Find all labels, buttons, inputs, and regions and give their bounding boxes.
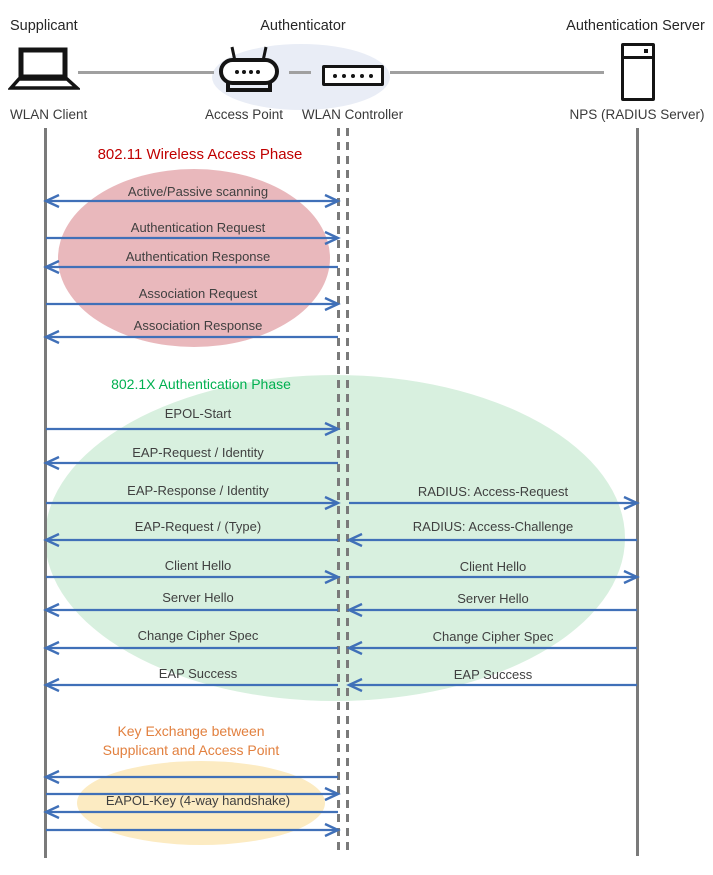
role-supplicant: Supplicant bbox=[10, 18, 78, 34]
device-access-point: Access Point bbox=[204, 107, 284, 122]
phase-title-key-exchange-line2: Supplicant and Access Point bbox=[102, 742, 280, 758]
controller-led bbox=[333, 74, 337, 78]
phase-title-key-exchange-line1: Key Exchange between bbox=[117, 723, 265, 739]
lifeline-wlan-client bbox=[44, 128, 47, 858]
msg-authentication-response: Authentication Response bbox=[125, 249, 271, 264]
msg-eap-success-right: EAP Success bbox=[453, 667, 533, 682]
wireless-router-icon bbox=[216, 44, 282, 96]
server-icon bbox=[621, 43, 655, 101]
msg-change-cipher-spec-right: Change Cipher Spec bbox=[432, 629, 554, 644]
phase-title-8021x: 802.1X Authentication Phase bbox=[111, 376, 291, 392]
msg-authentication-request: Authentication Request bbox=[130, 220, 266, 235]
device-wlan-client: WLAN Client bbox=[10, 107, 88, 122]
controller-led bbox=[360, 74, 364, 78]
msg-radius-access-request: RADIUS: Access-Request bbox=[417, 484, 569, 499]
role-authenticator: Authenticator bbox=[260, 18, 346, 34]
controller-led bbox=[369, 74, 373, 78]
msg-eap-request-type: EAP-Request / (Type) bbox=[134, 519, 262, 534]
laptop-icon bbox=[8, 47, 80, 93]
phase-8021x-ellipse bbox=[45, 375, 625, 701]
msg-change-cipher-spec-left: Change Cipher Spec bbox=[137, 628, 259, 643]
msg-eapol-key-handshake: EAPOL-Key (4-way handshake) bbox=[105, 793, 291, 808]
phase-title-80211: 802.11 Wireless Access Phase bbox=[97, 146, 303, 163]
msg-association-response: Association Response bbox=[133, 318, 263, 333]
connector-line bbox=[289, 71, 311, 74]
controller-led bbox=[342, 74, 346, 78]
msg-server-hello-left: Server Hello bbox=[162, 590, 234, 605]
phase-title-key-exchange bbox=[66, 722, 316, 760]
connector-line bbox=[390, 71, 604, 74]
role-auth-server: Authentication Server bbox=[566, 18, 705, 34]
msg-client-hello-left: Client Hello bbox=[164, 558, 232, 573]
msg-radius-access-challenge: RADIUS: Access-Challenge bbox=[412, 519, 574, 534]
msg-eap-request-identity: EAP-Request / Identity bbox=[132, 445, 264, 460]
server-led bbox=[644, 49, 648, 53]
msg-association-request: Association Request bbox=[138, 286, 258, 301]
device-wlan-controller: WLAN Controller bbox=[301, 107, 404, 122]
device-nps-server: NPS (RADIUS Server) bbox=[569, 107, 705, 122]
msg-client-hello-right: Client Hello bbox=[459, 559, 527, 574]
controller-box-icon bbox=[322, 65, 384, 86]
msg-eap-success-left: EAP Success bbox=[158, 666, 238, 681]
msg-server-hello-right: Server Hello bbox=[457, 591, 529, 606]
msg-epol-start: EPOL-Start bbox=[164, 406, 232, 421]
connector-line bbox=[78, 71, 214, 74]
msg-eap-response-identity: EAP-Response / Identity bbox=[127, 483, 269, 498]
controller-led bbox=[351, 74, 355, 78]
msg-active-passive-scanning: Active/Passive scanning bbox=[127, 184, 269, 199]
server-top-panel bbox=[624, 46, 652, 59]
